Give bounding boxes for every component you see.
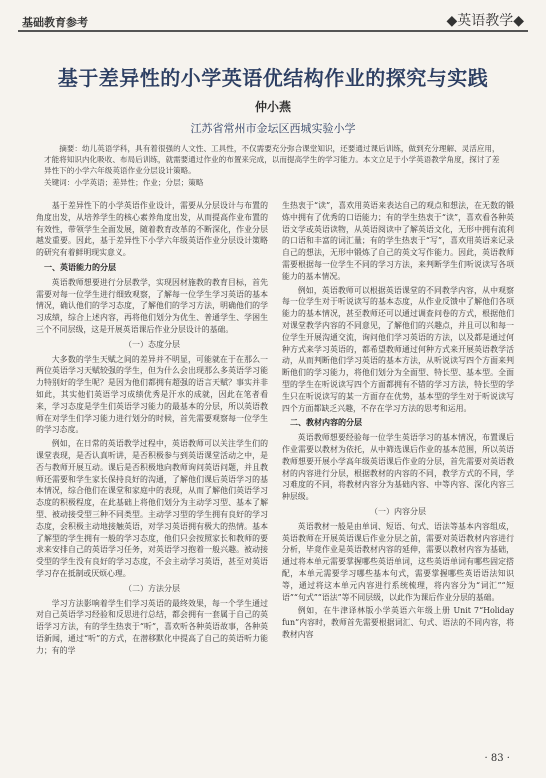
header-divider bbox=[18, 30, 528, 32]
page-number: · 83 · bbox=[484, 753, 510, 764]
subsection-heading: （一）态度分层 bbox=[124, 339, 180, 349]
body-paragraph: 生热衷于“读”，喜欢用英语来表达自己的观点和想法，在无数的锻炼中拥有了优秀的口语能力；有的学生热衷于“读”，喜欢看各种英语文学或英语读物，从英语阅读中了解英语文化，无形中拥有流利的口语和丰富的词汇量；有的学生热衷于“写”，喜欢用英语来记录自己的想法，无形中锻炼了自己的英文写作能力。因此，英语教师需要根据每一位学生不同的学习方法，来判断学生们听说读写各项能力的基本情况。 bbox=[282, 201, 514, 281]
body-paragraph: 英语教师想要经验每一位学生英语学习的基本情况，布置课后作业需要以教材为依托，从中筛选课后作业的基本范围，所以英语教师想要开展小学高年级英语课后作业的分层，首先需要对英语教材的内容进行分层，根据教材的内容的不同，教学方式的不同，学习难度的不同，将教材内容分为基础内容、中等内容、深化内容三种层级。 bbox=[282, 433, 514, 502]
section-heading: 二、教材内容的分层 bbox=[290, 418, 362, 428]
author-name: 仲小燕 bbox=[254, 100, 291, 114]
abstract: 摘要：幼儿英语学科，具有着很强的人文性、工具性，不仅需要充分弥合课堂知识，还要通过课后训练，做到充分理解、灵活应用，才能将知识内化吸收、布局后训练，就需要通过作业的布置来完成，以而提高学生的学习能力。本文立足于小学英语教学角度，探讨了差异性下的小学六年级英语作业分层设计策略。 bbox=[44, 144, 500, 175]
subsection-heading: （一）内容分层 bbox=[370, 506, 426, 516]
body-paragraph: 大多数的学生天赋之间的差异并不明显，可能就在于在那么一两位英语学习天赋较强的学生，但为什么会出现那么多英语学习能力特别好的学生呢？是因为他们都拥有超强的语言天赋？事实并非如此，其实他们英语学习成绩优秀是汗水的成就，因此在笔者看来，学习态度是学生们英语学习能力的最基本的分层，所以英语教师在对学生们学习能力进行划分的时候，首先需要观察每一位学生的学习态度。 bbox=[36, 354, 268, 435]
journal-name: 基础教育参考 bbox=[22, 16, 88, 29]
body-paragraph: 英语教材一般是由单词、短语、句式、语法等基本内容组成，英语教师在开展英语课后作业分层之前，需要对英语教材内容进行分析，毕竟作业是英语教材内容的延伸，需要以教材内容为基础，通过将本单元需要掌握哪些英语单词，这些英语单词有哪些固定搭配，本单元需要学习哪些基本句式，需要掌握哪些英语语法知识等，通过将这本单元内容进行系统梳理，将内容分为“词汇”“短语”“句式”“语法”等不同层级，以此作为课后作业分层的基础。 bbox=[282, 521, 514, 602]
body-paragraph: 例如，英语教师可以根据英语课堂的不同教学内容，从中观察每一位学生对于听说读写的基本态度，从作业反馈中了解他们各项能力的基本情况，甚至教师还可以通过调查问卷的方式，根据他们对课堂教学内容的不同意见，了解他们的兴趣点，并且可以和每一位学生开展沟通交流，询问他们学习英语的方法，以及都是通过何种方式来学习英语的，都希望教师通过何种方式来开展英语教学活动，从而判断他们学习英语的基本方法，从听说读写四个方面来判断他们的学习能力，将他们划分为全面型、特长型、基本型。全面型的学生在听说读写四个方面都拥有不错的学习方法，特长型的学生只在听说读写的某一方面存在优势，基本型的学生对于听说读写四个方面都缺乏兴趣，不存在学习方法的思考和运用。 bbox=[282, 285, 514, 413]
section-heading: 一、英语能力的分层 bbox=[44, 262, 116, 272]
keywords: 关键词：小学英语；差异性；作业；分层；策略 bbox=[44, 178, 204, 187]
article-title: 基于差异性的小学英语优结构作业的探究与实践 bbox=[57, 66, 489, 90]
subsection-heading: （二）方法分层 bbox=[124, 583, 180, 593]
body-paragraph: 英语教师想要进行分层教学，实现因材施教的教育目标，首先需要对每一位学生进行细致观察，了解每一位学生学习英语的基本情况，确认他们的学习态度，了解他们的学习方法，明确他们的学习成绩，综合上述内容，再将他们划分为优生、普通学生、学困生三个不同层级，这是开展英语课后作业分层设计的基础。 bbox=[36, 277, 268, 334]
author-affiliation: 江苏省常州市金坛区西城实验小学 bbox=[190, 122, 356, 135]
body-paragraph: 学习方法影响着学生们学习英语的最终效果，每一个学生通过对自己英语学习经验和反思进行总结，都会拥有一套属于自己的英语学习方法，有的学生热衷于“听”，喜欢听各种英语故事，各种英语新闻，通过“听”的方式，在潜移默化中提高了自己的英语听力能力；有的学 bbox=[36, 598, 268, 655]
body-paragraph: 基于差异性下的小学英语作业设计，需要从分层设计与布置的角度出发，从培养学生的核心素养角度出发，从而提高作业布置的有效性，带领学生全面发展，随着教育改革的不断深化，作业分层越发重要。因此，基于差异性下小学六年级英语作业分层设计策略的研究有着鲜明现实意义。 bbox=[36, 201, 268, 258]
body-paragraph: 例如，在日常的英语教学过程中，英语教师可以关注学生们的课堂表现，是否认真听讲，是否积极参与到英语课堂活动之中，是否与教师开展互动。课后是否积极地向教师询问英语问题，并且教师还需要和学生家长保持良好的沟通，了解他们课后英语学习的基本情况，综合他们在课堂和家庭中的表现，从而了解他们英语学习态度的积极程度，在此基础上将他们划分为主动学习型、基本了解型、被动接受型三种不同类型。主动学习型的学生拥有良好的学习态度，会积极主动地接触英语，对学习英语拥有极大的热情。基本了解型的学生拥有一般的学习态度，他们只会按照家长和教师的要求来安排自己的英语学习任务，对英语学习抱着一般兴趣。被动接受型的学生没有良好的学习态度，不会主动学习英语，甚至对英语学习存在抵制或厌烦心理。 bbox=[36, 439, 268, 578]
section-label: ◆英语教学◆ bbox=[446, 13, 524, 29]
left-column bbox=[36, 200, 268, 658]
right-column bbox=[282, 200, 514, 643]
body-paragraph: 例如，在牛津译林版小学英语六年级上册 Unit 7“Holiday fun”内容时，教师首先需要根据词汇、句式、语法的不同内容，将教材内容 bbox=[282, 606, 514, 639]
